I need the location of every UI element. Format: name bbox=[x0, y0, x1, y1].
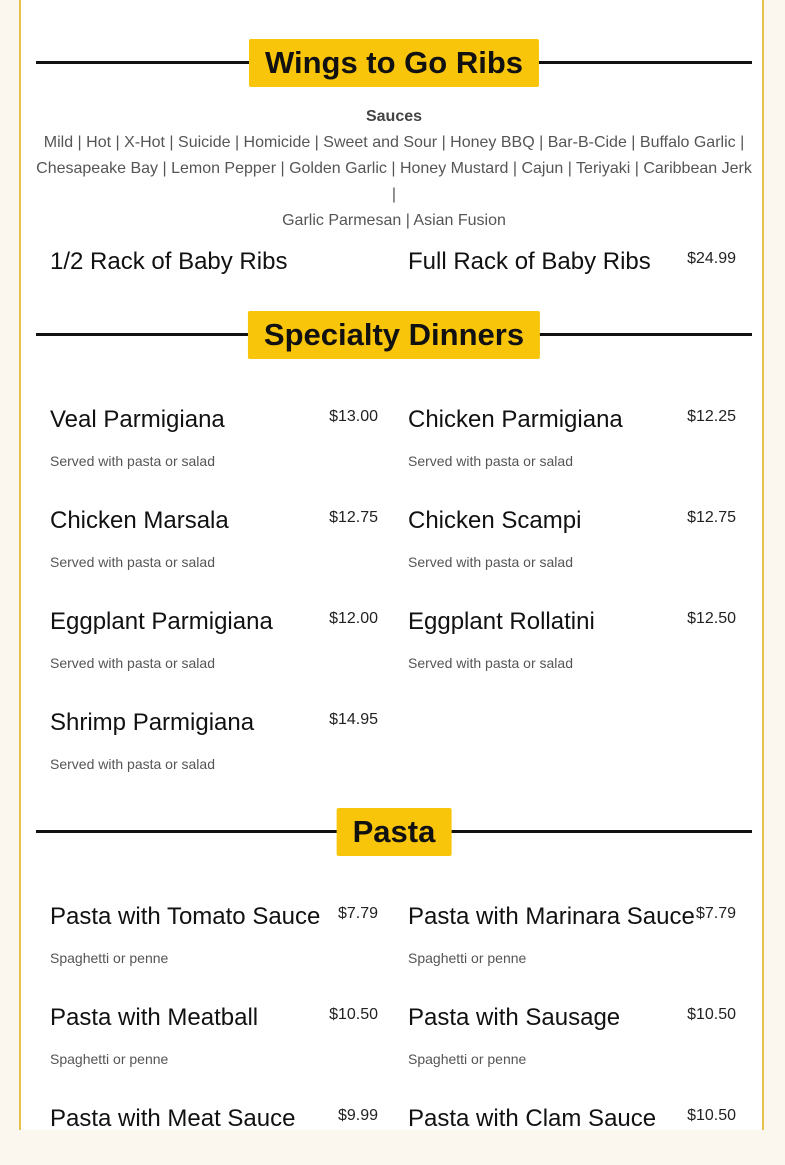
item-name: Chicken Parmigiana bbox=[408, 406, 623, 433]
item-price: $12.00 bbox=[329, 610, 378, 627]
sauces-label: Sauces bbox=[365, 108, 423, 125]
item-name: Pasta with Sausage bbox=[408, 1004, 621, 1031]
item-name: Chicken Scampi bbox=[408, 507, 582, 534]
menu-item bbox=[408, 248, 736, 308]
item-description: Served with pasta or salad bbox=[408, 554, 573, 570]
item-description: Served with pasta or salad bbox=[50, 453, 215, 469]
section-title: Pasta bbox=[337, 808, 452, 856]
item-description: Spaghetti or penne bbox=[50, 950, 169, 966]
menu-item bbox=[50, 1004, 378, 1067]
menu-item bbox=[50, 608, 378, 671]
item-price: $9.99 bbox=[337, 1107, 378, 1124]
menu-item bbox=[408, 1004, 736, 1067]
sauces-line: Mild | Hot | X-Hot | Suicide | Homicide | Sweet and Sour | Honey BBQ | Bar-B-Cide | Buffalo Garlic | bbox=[43, 134, 745, 151]
menu-item bbox=[50, 507, 378, 570]
menu-item bbox=[408, 406, 736, 469]
item-price: $10.50 bbox=[687, 1006, 736, 1023]
item-name: Full Rack of Baby Ribs bbox=[408, 248, 651, 275]
section-title: Wings to Go Ribs bbox=[249, 39, 539, 87]
item-name: Eggplant Parmigiana bbox=[50, 608, 273, 635]
item-price: $7.79 bbox=[337, 905, 378, 922]
item-name: Eggplant Rollatini bbox=[408, 608, 595, 635]
section-header-pasta bbox=[36, 808, 752, 856]
item-name: Shrimp Parmigiana bbox=[50, 709, 255, 736]
item-description: Served with pasta or salad bbox=[50, 655, 215, 671]
sauces-line: Chesapeake Bay | Lemon Pepper | Golden Garlic | Honey Mustard | Cajun | Teriyaki | Caribbean Jerk | bbox=[36, 160, 752, 203]
item-price: $10.50 bbox=[329, 1006, 378, 1023]
menu-item bbox=[50, 903, 378, 966]
menu-item bbox=[408, 608, 736, 671]
item-name: Pasta with Tomato Sauce bbox=[50, 903, 321, 930]
item-description: Spaghetti or penne bbox=[50, 1051, 169, 1067]
item-name: 1/2 Rack of Baby Ribs bbox=[50, 248, 288, 275]
item-price: $12.75 bbox=[329, 509, 378, 526]
menu-page bbox=[19, 0, 764, 1130]
menu-item bbox=[50, 709, 378, 772]
item-description: Served with pasta or salad bbox=[50, 756, 215, 772]
item-name: Veal Parmigiana bbox=[50, 406, 225, 433]
section-title: Specialty Dinners bbox=[248, 311, 540, 359]
item-price: $12.25 bbox=[687, 408, 736, 425]
menu-item bbox=[50, 1105, 378, 1165]
menu-item bbox=[408, 507, 736, 570]
section-header-specialty bbox=[36, 311, 752, 359]
item-price: $7.79 bbox=[695, 905, 736, 922]
menu-item bbox=[408, 903, 736, 966]
menu-item bbox=[408, 1105, 736, 1165]
item-description: Served with pasta or salad bbox=[50, 554, 215, 570]
sauces-block bbox=[36, 104, 752, 234]
menu-item bbox=[50, 406, 378, 469]
item-price: $10.50 bbox=[687, 1107, 736, 1124]
item-price: $12.50 bbox=[687, 610, 736, 627]
item-price: $14.95 bbox=[329, 711, 378, 728]
item-description: Served with pasta or salad bbox=[408, 453, 573, 469]
item-description: Spaghetti or penne bbox=[408, 950, 527, 966]
item-description: Served with pasta or salad bbox=[408, 655, 573, 671]
item-price: $24.99 bbox=[687, 250, 736, 267]
item-name: Pasta with Meat Sauce bbox=[50, 1105, 296, 1132]
item-name: Chicken Marsala bbox=[50, 507, 229, 534]
item-name: Pasta with Marinara Sauce bbox=[408, 903, 695, 930]
item-name: Pasta with Clam Sauce bbox=[408, 1105, 657, 1132]
item-price: $12.75 bbox=[687, 509, 736, 526]
sauces-line: Garlic Parmesan | Asian Fusion bbox=[282, 212, 506, 229]
item-price: $13.00 bbox=[329, 408, 378, 425]
item-name: Pasta with Meatball bbox=[50, 1004, 259, 1031]
item-description: Spaghetti or penne bbox=[408, 1051, 527, 1067]
menu-item bbox=[50, 248, 378, 308]
section-header-wings bbox=[36, 39, 752, 87]
